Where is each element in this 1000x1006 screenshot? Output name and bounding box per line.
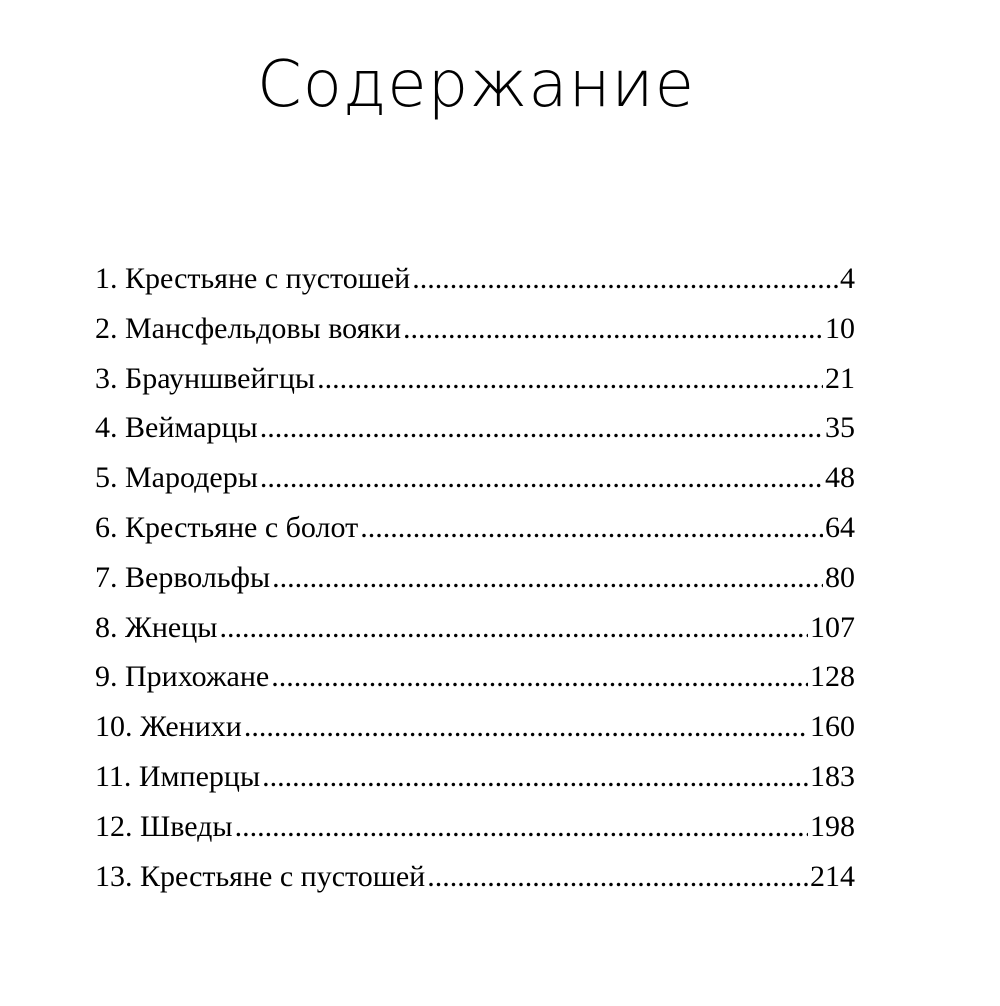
dot-leader [244, 702, 808, 752]
toc-entry [95, 403, 855, 453]
toc-entry-label: 1. Крестьяне с пустошей [95, 262, 411, 295]
toc-entry [95, 802, 855, 852]
toc-entry-label: 6. Крестьяне с болот [95, 510, 359, 544]
toc-entry-label: 13. Крестьяне с пустошей [95, 859, 426, 893]
toc-entry-label: 10. Женихи [95, 710, 242, 744]
toc-entry [95, 503, 855, 553]
toc-entry-page: 160 [810, 710, 855, 744]
toc-entry [95, 852, 855, 902]
toc-entry-page: 48 [825, 461, 855, 495]
toc-entry-label: 11. Имперцы [95, 759, 261, 793]
dot-leader [262, 752, 808, 802]
toc-entry [95, 453, 855, 503]
toc-entry-page: 21 [825, 361, 855, 395]
dot-leader [403, 304, 823, 354]
dot-leader [271, 652, 808, 702]
dot-leader [427, 852, 808, 902]
toc-entry [95, 354, 855, 404]
toc-entry-label: 7. Вервольфы [95, 560, 271, 594]
toc-entry [95, 553, 855, 603]
toc-entry-page: 183 [810, 759, 855, 793]
toc-entry-label: 9. Прихожане [95, 660, 270, 694]
dot-leader [317, 354, 823, 404]
dot-leader [272, 553, 823, 603]
toc-entry [95, 254, 855, 304]
toc-entry [95, 603, 855, 653]
table-of-contents [95, 254, 855, 901]
toc-entry-page: 10 [825, 311, 855, 345]
toc-entry [95, 752, 855, 802]
dot-leader [260, 403, 823, 453]
toc-entry-page: 128 [810, 660, 855, 694]
toc-entry [95, 652, 855, 702]
dot-leader [235, 802, 808, 852]
toc-entry-page: 198 [810, 809, 855, 843]
toc-entry-label: 4. Веймарцы [95, 411, 258, 445]
toc-entry-page: 107 [810, 610, 855, 644]
dot-leader [360, 503, 823, 553]
toc-entry-label: 8. Жнецы [95, 610, 218, 644]
toc-entry-page: 4 [840, 262, 855, 295]
toc-entry-page: 214 [810, 859, 855, 893]
toc-entry-label: 3. Брауншвейгцы [95, 361, 316, 395]
toc-entry-label: 2. Мансфельдовы вояки [95, 311, 402, 345]
dot-leader [219, 603, 808, 653]
toc-entry [95, 304, 855, 354]
toc-entry-label: 5. Мародеры [95, 461, 258, 495]
toc-entry-page: 64 [825, 510, 855, 544]
dot-leader [260, 453, 823, 503]
toc-entry-label: 12. Шведы [95, 809, 233, 843]
toc-entry [95, 702, 855, 752]
dot-leader [412, 254, 838, 304]
toc-entry-page: 80 [825, 560, 855, 594]
toc-entry-page: 35 [825, 411, 855, 445]
page-title: Содержание [257, 48, 695, 122]
